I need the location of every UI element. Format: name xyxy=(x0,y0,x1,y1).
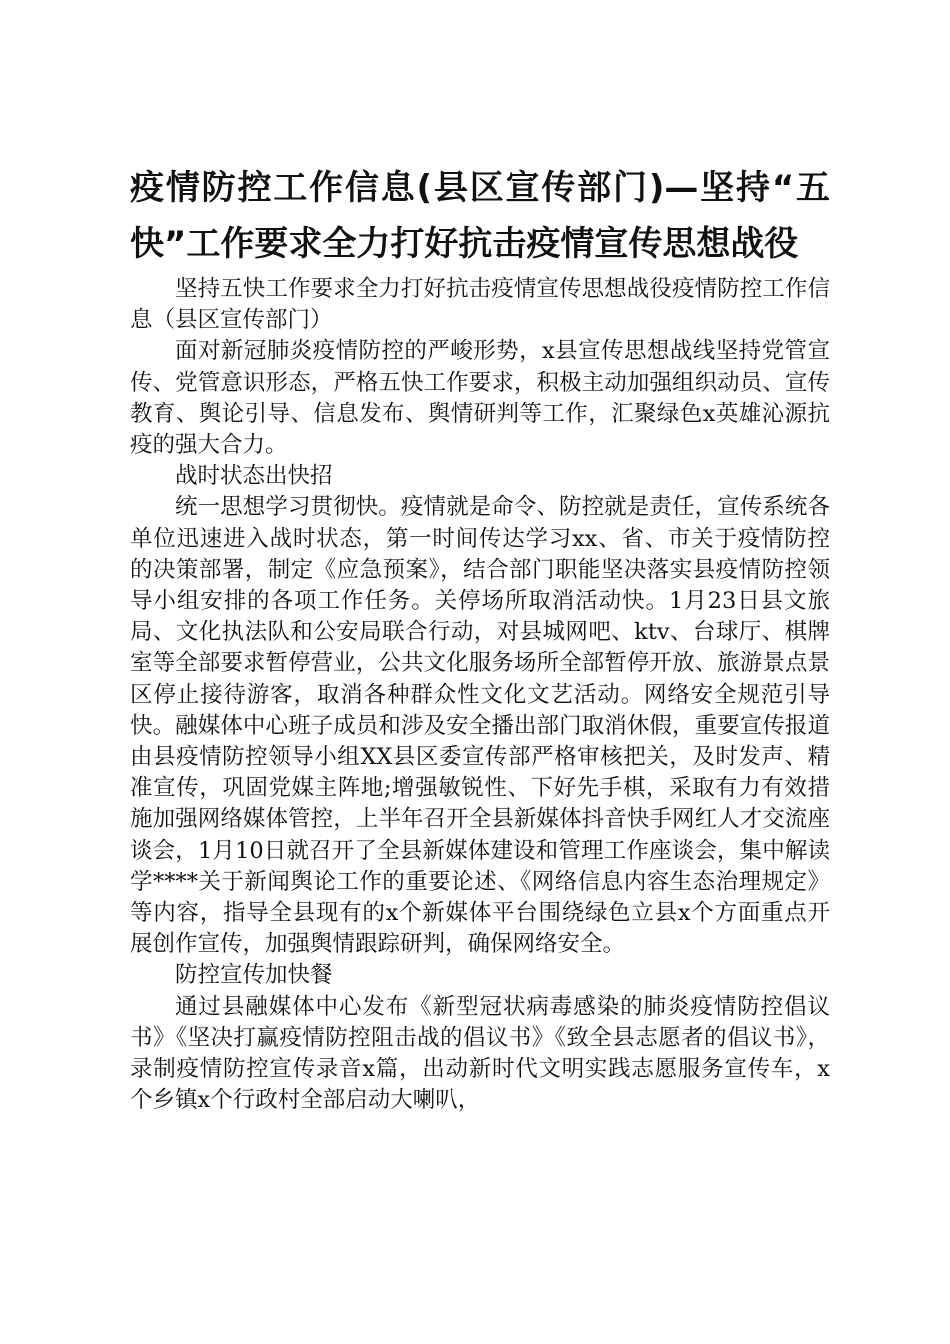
body-paragraph: 通过县融媒体中心发布《新型冠状病毒感染的肺炎疫情防控倡议书》《坚决打赢疫情防控阻击战的倡议书》《致全县志愿者的倡议书》，录制疫情防控宣传录音x篇，出动新时代文明实践志愿服务宣传车，x个乡镇x个行政村全部启动大喇叭， xyxy=(130,993,830,1114)
body-paragraph: 统一思想学习贯彻快。疫情就是命令、防控就是责任，宣传系统各单位迅速进入战时状态，第一时间传达学习xx、省、市关于疫情防控的决策部署，制定《应急预案》，结合部门职能坚决落实县疫情防控领导小组安排的各项工作任务。关停场所取消活动快。1月23日县文旅局、文化执法队和公安局联合行动，对县城网吧、ktv、台球厅、棋牌室等全部要求暂停营业，公共文化服务场所全部暂停开放、旅游景点景区停止接待游客，取消各种群众性文化文艺活动。网络安全规范引导快。融媒体中心班子成员和涉及安全播出部门取消休假，重要宣传报道由县疫情防控领导小组XX县区委宣传部严格审核把关，及时发声、精准宣传，巩固党媒主阵地;增强敏锐性、下好先手棋，采取有力有效措施加强网络媒体管控，上半年召开全县新媒体抖音快手网红人才交流座谈会，1月10日就召开了全县新媒体建设和管理工作座谈会，集中解读学****关于新闻舆论工作的重要论述、《网络信息内容生态治理规定》等内容，指导全县现有的x个新媒体平台围绕绿色立县x个方面重点开展创作宣传，加强舆情跟踪研判，确保网络安全。 xyxy=(130,494,830,958)
section-heading: 防控宣传加快餐 xyxy=(175,962,333,989)
section-heading: 战时状态出快招 xyxy=(175,463,333,490)
document-title: 疫情防控工作信息(县区宣传部门)—坚持“五快”工作要求全力打好抗击疫情宣传思想战役 xyxy=(130,168,830,264)
overview-paragraph: 面对新冠肺炎疫情防控的严峻形势，x县宣传思想战线坚持党管宣传、党管意识形态，严格五快工作要求，积极主动加强组织动员、宣传教育、舆论引导、信息发布、舆情研判等工作，汇聚绿色x英雄沁源抗疫的强大合力。 xyxy=(130,338,830,459)
document-page xyxy=(130,160,830,1116)
intro-paragraph: 坚持五快工作要求全力打好抗击疫情宣传思想战役疫情防控工作信息（县区宣传部门） xyxy=(130,276,830,334)
document-body xyxy=(130,274,830,1116)
